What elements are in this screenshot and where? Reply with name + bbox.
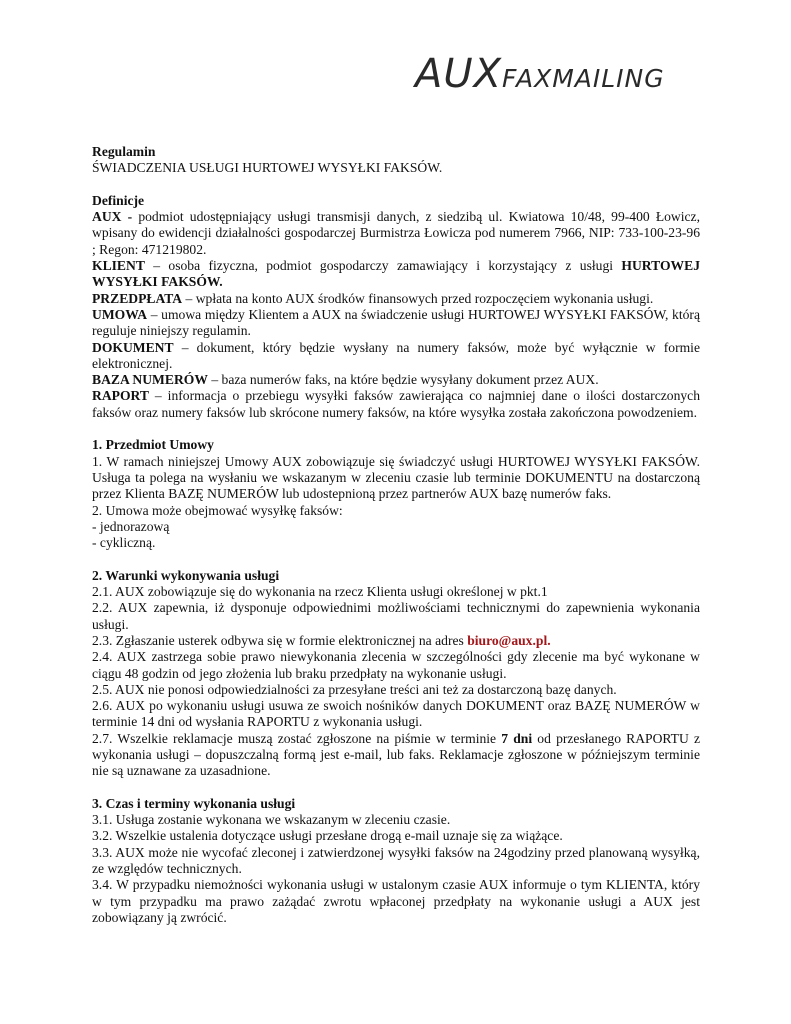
company-logo <box>415 51 665 97</box>
section-2-paragraph: 2.2. AUX zapewnia, iż dysponuje odpowiednimi możliwościami technicznymi do zapewnienia wykonania usługi. <box>92 600 700 632</box>
section-3-heading: 3. Czas i terminy wykonania usługi <box>92 795 296 811</box>
section-2-paragraph: 2.4. AUX zastrzega sobie prawo niewykonania zlecenia w szczególności gdy zlecenie ma być wykonane w ciągu 48 godzin od jego złożenia lub braku przedpłaty na wykonanie usługi. <box>92 649 700 681</box>
definition-aux: AUX - podmiot udostępniający usługi transmisji danych, z siedzibą ul. Kwiatowa 10/48, 99-400 Łowicz, wpisany do ewidencji działalności gospodarczej Burmistrza Łowicza pod numerem 7966, NIP: 733-100-23-96 ; Regon: 471219802. <box>92 209 700 257</box>
definitions-heading: Definicje <box>92 192 145 208</box>
section-1-heading: 1. Przedmiot Umowy <box>92 437 214 453</box>
logo-main: AUX <box>415 51 503 97</box>
section-3-paragraph: 3.1. Usługa zostanie wykonana we wskazanym w zleceniu czasie. <box>92 812 451 828</box>
section-2-paragraph: 2.6. AUX po wykonaniu usługi usuwa ze swoich nośników danych DOKUMENT oraz BAZĘ NUMERÓW w terminie 14 dni od wysłania RAPORTU z wykonania usługi. <box>92 698 700 730</box>
section-1-list-item: - cykliczną. <box>92 535 156 551</box>
definition-umowa: UMOWA – umowa między Klientem a AUX na świadczenie usługi HURTOWEJ WYSYŁKI FAKSÓW, którą reguluje niniejszy regulamin. <box>92 306 700 339</box>
section-1-paragraph: 1. W ramach niniejszej Umowy AUX zobowiązuje się świadczyć usługi HURTOWEJ WYSYŁKI FAKSÓW. Usługa ta polega na wysłaniu we wskazanym w zleceniu czasie lub terminie DOKUMENTU na dostarczoną przez Klienta BAZĘ NUMERÓW lub udostepnioną przez partnerów AUX bazę numerów faks. <box>92 453 700 502</box>
definition-przedplata: PRZEDPŁATA – wpłata na konto AUX środków finansowych przed rozpoczęciem wykonania usługi. <box>92 290 654 306</box>
definition-klient: KLIENT – osoba fizyczna, podmiot gospodarczy zamawiający i korzystający z usługi HURTOWEJ WYSYŁKI FAKSÓW. <box>92 258 700 290</box>
definition-raport: RAPORT – informacja o przebiegu wysyłki faksów zawierająca co najmniej dane o ilości dostarczonych faksów oraz numery faksów lub skrócone numery faksów, na które wysyłka została zakończona powodzeniem. <box>92 388 700 420</box>
section-2-paragraph: 2.1. AUX zobowiązuje się do wykonania na rzecz Klienta usługi określonej w pkt.1 <box>92 584 548 600</box>
definition-baza-numerow: BAZA NUMERÓW – baza numerów faks, na które będzie wysyłany dokument przez AUX. <box>92 372 599 388</box>
section-3-paragraph: 3.2. Wszelkie ustalenia dotyczące usługi przesłane drogą e-mail uznaje się za wiążące. <box>92 828 563 844</box>
email-link[interactable]: biuro@aux.pl. <box>467 632 551 648</box>
section-2-heading: 2. Warunki wykonywania usługi <box>92 567 280 583</box>
document-title: Regulamin <box>92 144 156 159</box>
definition-dokument: DOKUMENT – dokument, który będzie wysłany na numery faksów, może być wyłącznie w formie elektronicznej. <box>92 339 700 371</box>
section-1-list-item: - jednorazową <box>92 518 170 534</box>
section-3-paragraph: 3.3. AUX może nie wycofać zleconej i zatwierdzonej wysyłki faksów na 24godziny przed planowaną wysyłką, ze względów technicznych. <box>92 844 700 877</box>
section-3-paragraph: 3.4. W przypadku niemożności wykonania usługi w ustalonym czasie AUX informuje o tym KLIENTA, który w tym przypadku ma prawo zażądać zwrotu wpłaconej przedpłaty na wykonanie usługi a AUX jest zobowiązany ją zwrócić. <box>92 877 700 925</box>
logo-sub: FAXMAILING <box>502 64 665 93</box>
document-body <box>92 144 700 926</box>
section-2-paragraph: 2.3. Zgłaszanie usterek odbywa się w formie elektronicznej na adres biuro@aux.pl. <box>92 632 551 648</box>
section-1-paragraph: 2. Umowa może obejmować wysyłkę faksów: <box>92 502 343 518</box>
document-subtitle: ŚWIADCZENIA USŁUGI HURTOWEJ WYSYŁKI FAKSÓW. <box>92 160 443 176</box>
section-2-paragraph: 2.5. AUX nie ponosi odpowiedzialności za przesyłane treści ani też za dostarczoną bazę danych. <box>92 681 617 697</box>
section-2-paragraph: 2.7. Wszelkie reklamacje muszą zostać zgłoszone na piśmie w terminie 7 dni od przesłanego RAPORTU z wykonania usługi – dopuszczalną formą jest e-mail, lub faks. Reklamacje zgłoszone w późniejszym terminie nie są uznawane za uzasadnione. <box>92 730 700 779</box>
